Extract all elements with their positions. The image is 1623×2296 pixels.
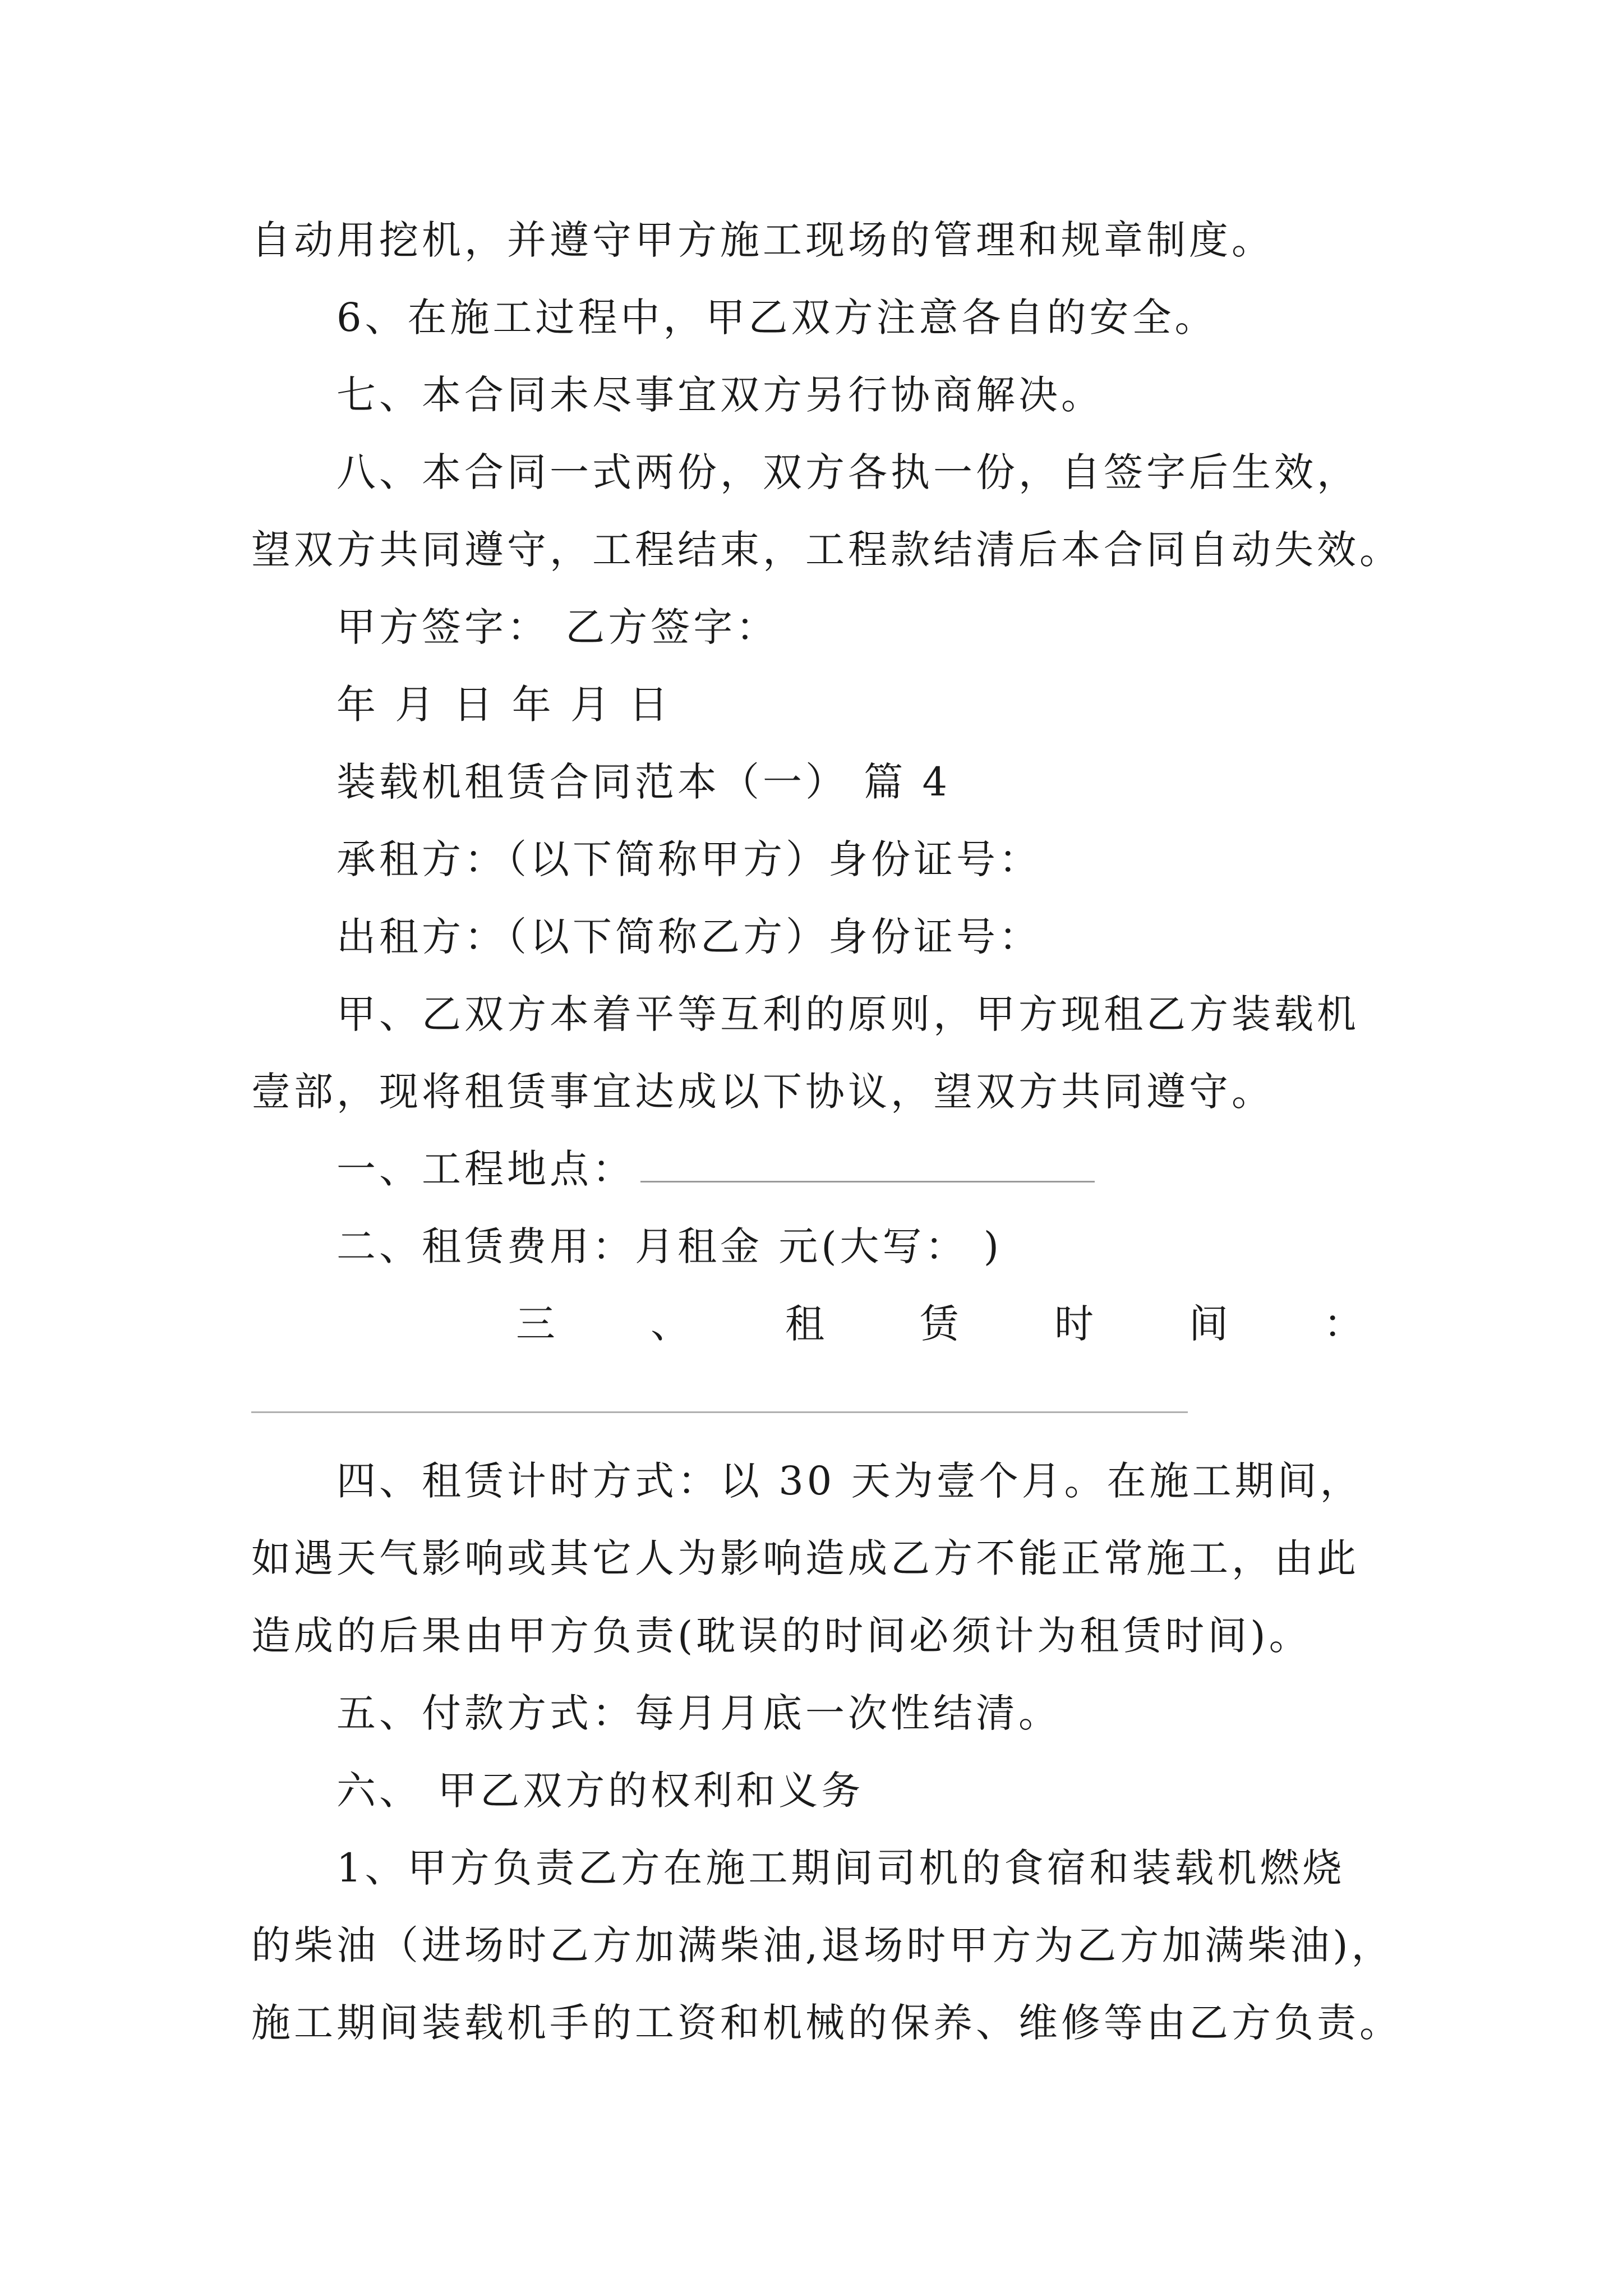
spread-char: ：: [1324, 1301, 1363, 1347]
paragraph-line: 二、租赁费用：月租金 元(大写： ): [336, 1223, 1003, 1269]
paragraph-line: 五、付款方式：每月月底一次性结清。: [336, 1690, 1061, 1736]
paragraph-line: 6、在施工过程中，甲乙双方注意各自的安全。: [336, 295, 1218, 341]
paragraph-line: 如遇天气影响或其它人为影响造成乙方不能正常施工，由此: [251, 1535, 1359, 1581]
paragraph-line: 施工期间装载机手的工资和机械的保养、维修等由乙方负责。: [251, 2000, 1402, 2046]
paragraph-line: 造成的后果由甲方负责(耽误的时间必须计为租赁时间)。: [251, 1613, 1312, 1659]
spread-char: 赁: [920, 1301, 959, 1347]
spread-char: 间: [1189, 1301, 1228, 1347]
paragraph-line: 壹部，现将租赁事宜达成以下协议，望双方共同遵守。: [251, 1069, 1274, 1115]
section-heading: 六、 甲乙双方的权利和义务: [336, 1768, 864, 1814]
paragraph-line: 的柴油（进场时乙方加满柴油,退场时甲方为乙方加满柴油)，: [251, 1922, 1394, 1968]
fill-blank: [640, 1147, 1095, 1182]
signature-line: 甲方签字： 乙方签字：: [336, 604, 779, 650]
project-location-label: 一、工程地点：: [336, 1146, 635, 1192]
spread-char: 租: [785, 1301, 824, 1347]
paragraph-line: 四、租赁计时方式：以 30 天为壹个月。在施工期间，: [336, 1458, 1363, 1504]
date-line: 年 月 日 年 月 日: [336, 682, 672, 728]
lease-time-heading: [516, 1299, 1363, 1349]
paragraph-line: 望双方共同遵守，工程结束，工程款结清后本合同自动失效。: [251, 527, 1402, 573]
spread-char: 、: [651, 1301, 690, 1347]
paragraph-line-with-blank: [336, 1144, 1390, 1194]
spread-char: 三: [516, 1301, 555, 1347]
paragraph-line: 承租方：（以下简称甲方）身份证号：: [336, 836, 1041, 882]
section-title: 装载机租赁合同范本（一） 篇 4: [336, 759, 951, 805]
paragraph-line: 七、本合同未尽事宜双方另行协商解决。: [336, 372, 1104, 418]
paragraph-line: 甲、乙双方本着平等互利的原则，甲方现租乙方装载机: [336, 991, 1359, 1037]
paragraph-line: 出租方：（以下简称乙方）身份证号：: [336, 914, 1041, 960]
paragraph-line: 八、本合同一式两份，双方各执一份，自签字后生效，: [336, 449, 1359, 495]
spread-char: 时: [1054, 1301, 1094, 1347]
paragraph-line: 自动用挖机，并遵守甲方施工现场的管理和规章制度。: [251, 217, 1274, 263]
fill-blank-rule: [251, 1411, 1188, 1413]
paragraph-line: 1、甲方负责乙方在施工期间司机的食宿和装载机燃烧: [336, 1845, 1345, 1891]
